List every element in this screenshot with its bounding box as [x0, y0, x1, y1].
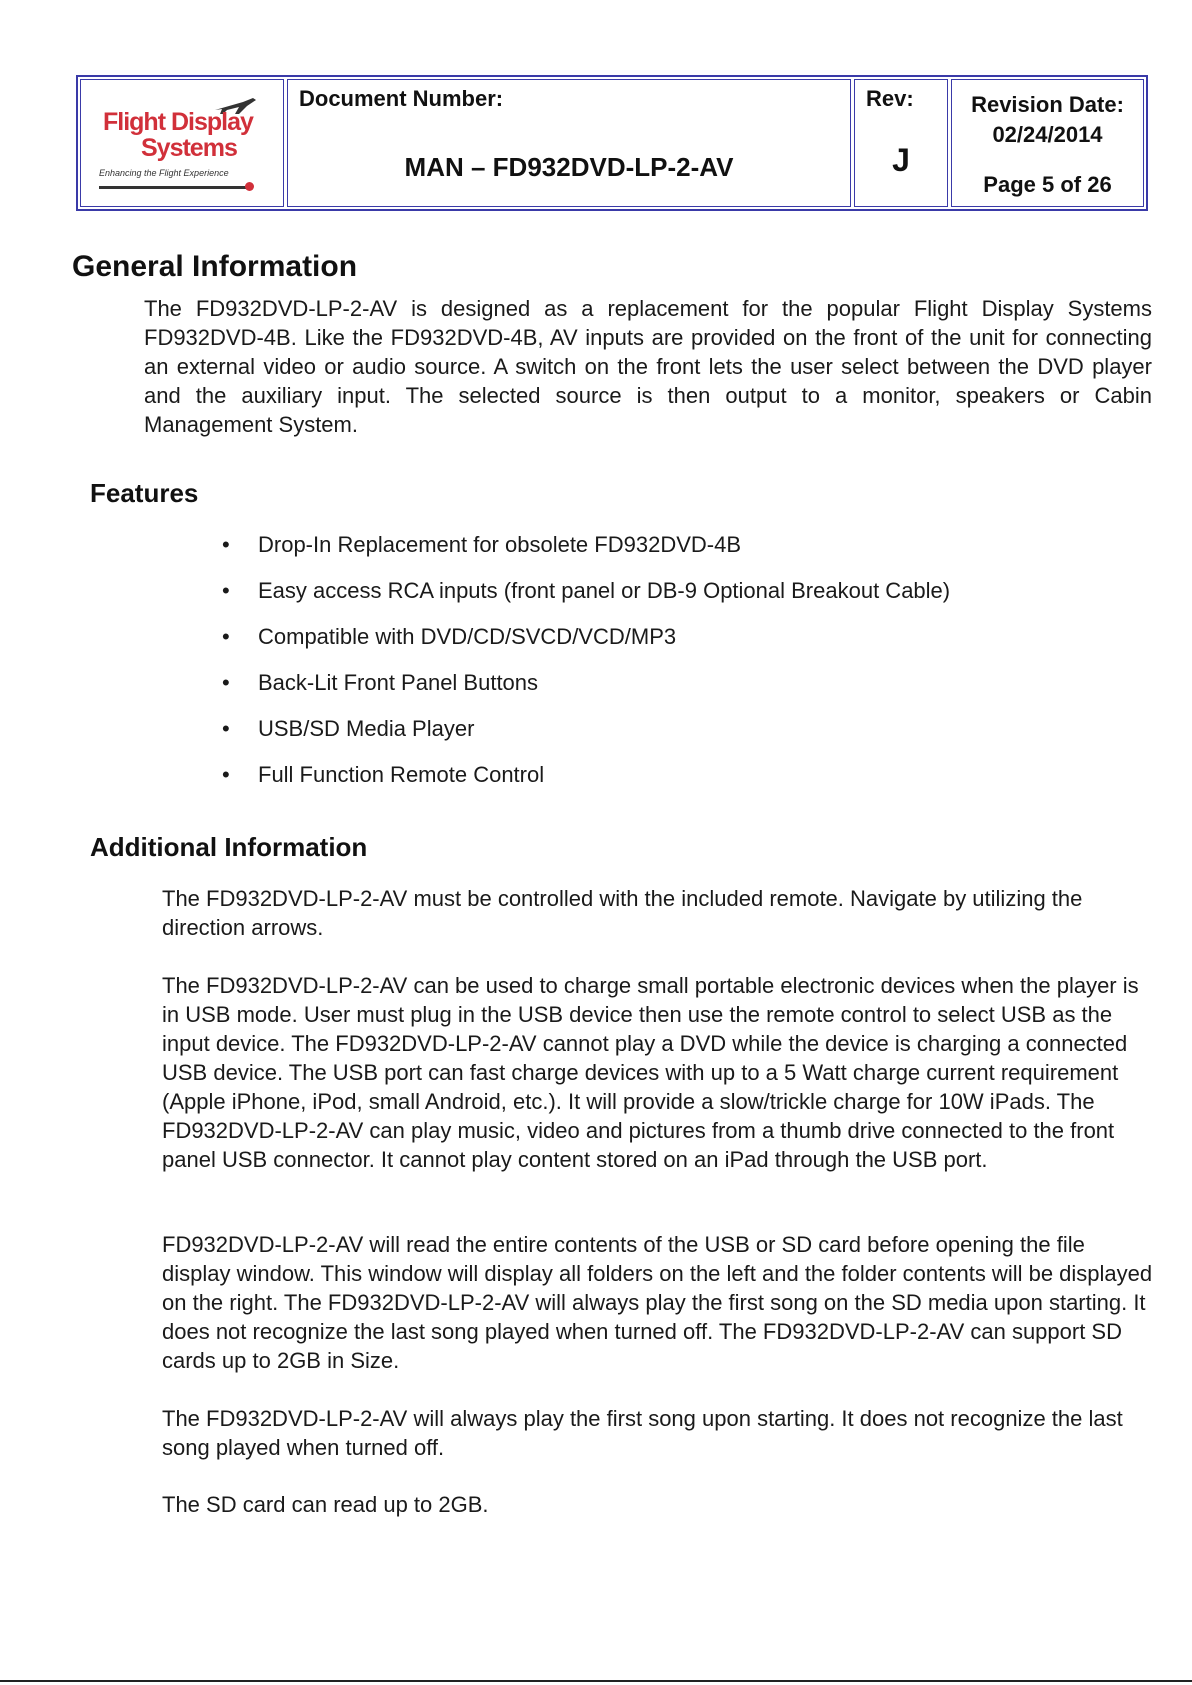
- rev-label: Rev:: [866, 86, 914, 111]
- document-number-cell: [287, 79, 851, 207]
- additional-paragraph-2: The FD932DVD-LP-2-AV can be used to charge small portable electronic devices when the player is in USB mode. User must plug in the USB device then use the remote control to select USB as the input device. The FD932DVD-LP-2-AV cannot play a DVD while the device is charging a connected USB device. The USB port can fast charge devices with up to a 5 Watt charge current requirement (Apple iPhone, iPod, small Android, etc.). It will provide a slow/trickle charge for 10W iPads. The FD932DVD-LP-2-AV can play music, video and pictures from a thumb drive connected to the front panel USB connector. It cannot play content stored on an iPad through the USB port.: [162, 973, 1139, 1172]
- logo-underline: [99, 186, 247, 189]
- rev-value: J: [892, 142, 910, 178]
- logo-cell: [80, 79, 284, 207]
- rev-cell: [854, 79, 948, 207]
- logo-tagline: Enhancing the Flight Experience: [99, 168, 229, 178]
- page-number: Page 5 of 26: [983, 172, 1112, 197]
- logo-text-line2: Systems: [141, 134, 237, 162]
- revision-date-block: [952, 90, 1143, 150]
- additional-paragraph-4: The FD932DVD-LP-2-AV will always play the first song upon starting. It does not recognize the last song played when turned off.: [162, 1406, 1123, 1460]
- additional-paragraph-5: The SD card can read up to 2GB.: [162, 1492, 489, 1517]
- bullet-icon: •: [222, 670, 230, 695]
- document-number: MAN – FD932DVD-LP-2-AV: [404, 152, 734, 182]
- list-item: • USB/SD Media Player: [222, 714, 950, 760]
- general-information-text: The FD932DVD-LP-2-AV is designed as a replacement for the popular Flight Display Systems FD932DVD-4B. Like the FD932DVD-4B, AV inputs are provided on the front of the unit for connecting an external video or audio source. A switch on the front lets the user select between the DVD player and the auxiliary input. The selected source is then output to a monitor, speakers or Cabin Management System.: [144, 296, 1152, 437]
- revision-date: 02/24/2014: [992, 122, 1103, 147]
- features-heading: Features: [90, 478, 199, 508]
- list-item: • Full Function Remote Control: [222, 760, 950, 806]
- list-item: • Back-Lit Front Panel Buttons: [222, 668, 950, 714]
- additional-information-heading: Additional Information: [90, 832, 368, 862]
- additional-paragraph-1: The FD932DVD-LP-2-AV must be controlled with the included remote. Navigate by utilizing the direction arrows.: [162, 886, 1083, 940]
- footer-rule: [0, 1680, 1192, 1682]
- features-list: [222, 530, 950, 806]
- bullet-icon: •: [222, 762, 230, 787]
- logo-text-line1: Flight Display: [103, 108, 253, 136]
- list-item: • Drop-In Replacement for obsolete FD932DVD-4B: [222, 530, 950, 576]
- list-item: • Easy access RCA inputs (front panel or DB-9 Optional Breakout Cable): [222, 576, 950, 622]
- list-item: • Compatible with DVD/CD/SVCD/VCD/MP3: [222, 622, 950, 668]
- general-information-heading: General Information: [72, 250, 358, 283]
- bullet-icon: •: [222, 624, 230, 649]
- company-logo: [95, 98, 265, 198]
- revision-date-cell: [951, 79, 1144, 207]
- revision-date-label: Revision Date:: [971, 92, 1124, 117]
- bullet-icon: •: [222, 532, 230, 557]
- additional-paragraph-3: FD932DVD-LP-2-AV will read the entire contents of the USB or SD card before opening the file display window. This window will display all folders on the left and the folder contents will be displayed on the right. The FD932DVD-LP-2-AV will always play the first song on the SD media upon starting. It does not recognize the last song played when turned off. The FD932DVD-LP-2-AV can support SD cards up to 2GB in Size.: [162, 1232, 1153, 1373]
- document-number-label: Document Number:: [299, 86, 504, 111]
- bullet-icon: •: [222, 716, 230, 741]
- logo-dot: [245, 182, 254, 191]
- bullet-icon: •: [222, 578, 230, 603]
- document-header-table: [76, 75, 1148, 211]
